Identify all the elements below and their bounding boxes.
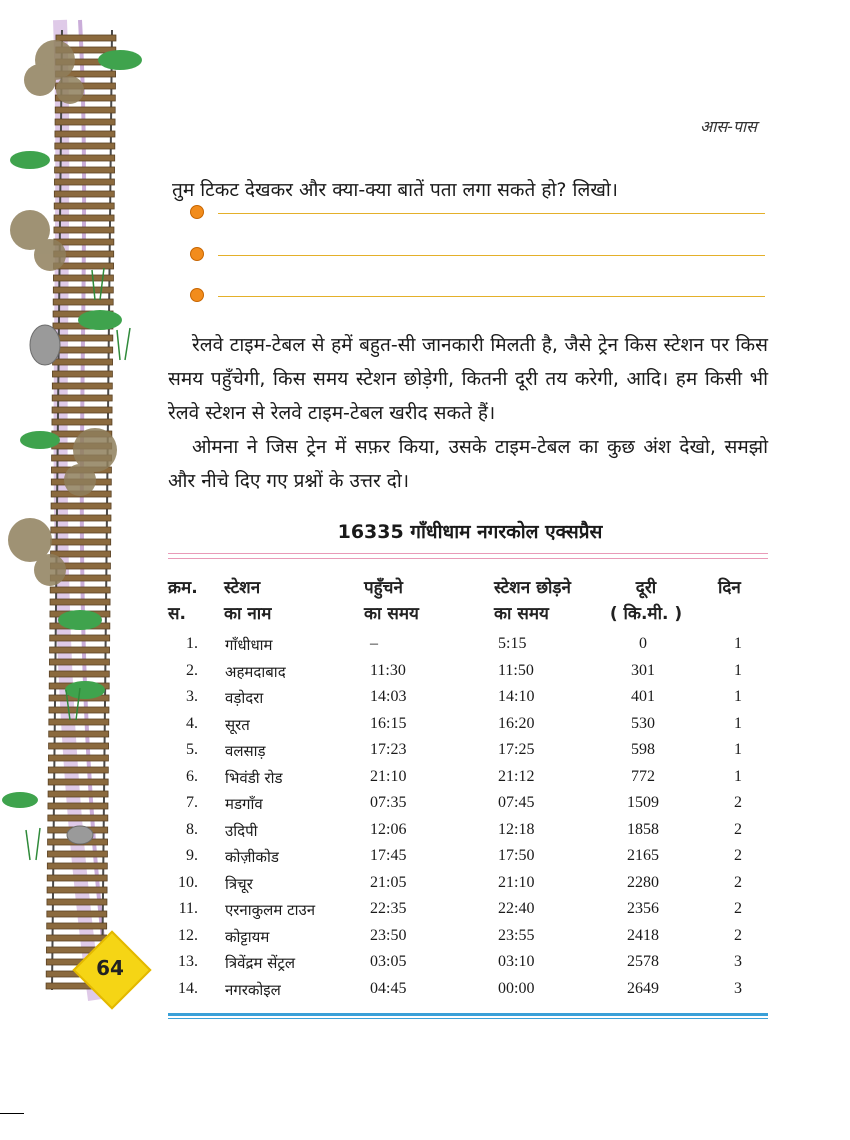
track-sleeper bbox=[52, 383, 112, 389]
table-row bbox=[168, 847, 768, 874]
track-sleeper bbox=[54, 179, 114, 185]
serial-cell: 7. bbox=[186, 794, 198, 811]
day-cell: 1 bbox=[734, 741, 742, 758]
serial-cell: 6. bbox=[186, 767, 198, 785]
header-serial: क्रम. स. bbox=[168, 578, 198, 624]
track-sleeper bbox=[55, 143, 115, 149]
bullet-icon bbox=[190, 205, 204, 219]
track-sleeper bbox=[47, 887, 107, 893]
timetable-rows bbox=[168, 635, 768, 1006]
serial-cell: 12. bbox=[178, 926, 198, 944]
arrival-cell: 21:05 bbox=[370, 873, 407, 891]
distance-cell: 2356 bbox=[627, 900, 659, 917]
departure-cell: 16:20 bbox=[498, 714, 535, 732]
table-bottom-rule bbox=[168, 1013, 768, 1019]
track-sleeper bbox=[54, 203, 114, 209]
station-cell: त्रिचूर bbox=[225, 874, 253, 893]
crop-mark bbox=[0, 1113, 24, 1114]
header-arrival: पहुँचने का समय bbox=[364, 578, 419, 624]
track-sleeper bbox=[52, 419, 112, 425]
arrival-cell: 14:03 bbox=[370, 688, 407, 705]
station-cell: गाँधीधाम bbox=[225, 636, 273, 654]
serial-cell: 11. bbox=[178, 900, 198, 917]
track-sleeper bbox=[50, 587, 110, 593]
serial-cell: 3. bbox=[186, 688, 198, 705]
track-sleeper bbox=[53, 275, 113, 281]
track-sleeper bbox=[49, 707, 109, 713]
departure-cell: 12:18 bbox=[498, 820, 535, 838]
serial-cell: 4. bbox=[186, 714, 198, 732]
track-sleeper bbox=[47, 923, 107, 929]
track-sleeper bbox=[47, 911, 107, 917]
track-sleeper bbox=[55, 167, 115, 173]
station-cell: अहमदाबाद bbox=[225, 662, 286, 681]
station-cell: भिवंडी रोड bbox=[225, 768, 283, 787]
day-cell: 2 bbox=[734, 847, 742, 864]
arrival-cell: 04:45 bbox=[370, 979, 407, 997]
table-row bbox=[168, 874, 768, 901]
answer-line-1[interactable] bbox=[190, 205, 765, 221]
track-sleeper bbox=[47, 863, 107, 869]
track-sleeper bbox=[54, 239, 114, 245]
distance-cell: 2418 bbox=[627, 926, 659, 944]
station-cell: कोज़ीकोड bbox=[225, 848, 279, 866]
station-cell: उदिपी bbox=[225, 821, 258, 840]
distance-cell: 530 bbox=[631, 714, 655, 732]
serial-cell: 9. bbox=[186, 847, 198, 864]
bush-cluster-3-icon bbox=[64, 428, 117, 496]
track-sleeper bbox=[50, 647, 110, 653]
track-sleeper bbox=[48, 755, 108, 761]
day-cell: 2 bbox=[734, 873, 742, 891]
header-station: स्टेशन का नाम bbox=[224, 578, 272, 624]
table-row bbox=[168, 662, 768, 689]
page-number: 64 bbox=[96, 956, 124, 980]
departure-cell: 5:15 bbox=[498, 635, 527, 652]
track-sleeper bbox=[53, 347, 113, 353]
day-cell: 2 bbox=[734, 820, 742, 838]
distance-cell: 772 bbox=[631, 767, 655, 785]
station-cell: वड़ोदरा bbox=[225, 689, 264, 707]
body-text bbox=[168, 328, 768, 498]
track-sleeper bbox=[49, 671, 109, 677]
station-cell: सूरत bbox=[225, 715, 250, 734]
table-row bbox=[168, 768, 768, 795]
track-sleeper bbox=[47, 875, 107, 881]
table-row bbox=[168, 953, 768, 980]
serial-cell: 14. bbox=[178, 979, 198, 997]
question-text: तुम टिकट देखकर और क्या-क्या बातें पता लगा सकते हो? लिखो। bbox=[172, 179, 618, 201]
track-sleeper bbox=[53, 299, 113, 305]
departure-cell: 17:25 bbox=[498, 741, 535, 758]
tree-icon bbox=[2, 50, 142, 808]
departure-cell: 21:12 bbox=[498, 767, 535, 785]
table-row bbox=[168, 688, 768, 715]
track-sleeper bbox=[48, 779, 108, 785]
track-sleeper bbox=[53, 287, 113, 293]
arrival-cell: – bbox=[370, 635, 378, 652]
departure-cell: 03:10 bbox=[498, 953, 535, 970]
table-row bbox=[168, 900, 768, 927]
track-sleeper bbox=[54, 227, 114, 233]
track-sleeper bbox=[51, 527, 111, 533]
track-sleeper bbox=[49, 719, 109, 725]
day-cell: 3 bbox=[734, 953, 742, 970]
table-row bbox=[168, 635, 768, 662]
distance-cell: 1509 bbox=[627, 794, 659, 811]
day-cell: 2 bbox=[734, 900, 742, 917]
track-sleeper bbox=[53, 335, 113, 341]
departure-cell: 07:45 bbox=[498, 794, 535, 811]
arrival-cell: 23:50 bbox=[370, 926, 407, 944]
answer-line-3[interactable] bbox=[190, 288, 765, 304]
table-top-rule bbox=[168, 553, 768, 563]
serial-cell: 10. bbox=[178, 873, 198, 891]
distance-cell: 401 bbox=[631, 688, 655, 705]
track-sleeper bbox=[54, 215, 114, 221]
serial-cell: 1. bbox=[186, 635, 198, 652]
distance-cell: 301 bbox=[631, 661, 655, 679]
track-sleeper bbox=[50, 635, 110, 641]
table-row bbox=[168, 794, 768, 821]
day-cell: 1 bbox=[734, 688, 742, 705]
distance-cell: 1858 bbox=[627, 820, 659, 838]
day-cell: 2 bbox=[734, 794, 742, 811]
table-row bbox=[168, 715, 768, 742]
track-sleeper bbox=[51, 515, 111, 521]
serial-cell: 5. bbox=[186, 741, 198, 758]
arrival-cell: 07:35 bbox=[370, 794, 407, 811]
track-sleeper bbox=[49, 731, 109, 737]
day-cell: 1 bbox=[734, 767, 742, 785]
station-cell: नगरकोइल bbox=[225, 980, 281, 999]
answer-line-2[interactable] bbox=[190, 247, 765, 263]
distance-cell: 2280 bbox=[627, 873, 659, 891]
track-sleeper bbox=[48, 803, 108, 809]
station-cell: वलसाड़ bbox=[225, 742, 266, 760]
serial-cell: 2. bbox=[186, 661, 198, 679]
header-day: दिन bbox=[718, 578, 741, 598]
section-header: आस-पास bbox=[700, 117, 757, 136]
bullet-icon bbox=[190, 247, 204, 261]
arrival-cell: 17:23 bbox=[370, 741, 407, 758]
table-title: 16335 गाँधीधाम नगरकोल एक्सप्रैस bbox=[337, 521, 603, 543]
table-row bbox=[168, 741, 768, 768]
distance-cell: 598 bbox=[631, 741, 655, 758]
departure-cell: 14:10 bbox=[498, 688, 535, 705]
bullet-icon bbox=[190, 288, 204, 302]
page-number-badge bbox=[78, 936, 142, 1000]
distance-cell: 2649 bbox=[627, 979, 659, 997]
track-sleeper bbox=[52, 371, 112, 377]
track-sleeper bbox=[51, 503, 111, 509]
track-sleeper bbox=[51, 539, 111, 545]
track-sleeper bbox=[52, 395, 112, 401]
arrival-cell: 16:15 bbox=[370, 714, 407, 732]
day-cell: 2 bbox=[734, 926, 742, 944]
distance-cell: 2165 bbox=[627, 847, 659, 864]
day-cell: 3 bbox=[734, 979, 742, 997]
track-sleeper bbox=[55, 131, 115, 137]
serial-cell: 8. bbox=[186, 820, 198, 838]
arrival-cell: 17:45 bbox=[370, 847, 407, 864]
arrival-cell: 22:35 bbox=[370, 900, 407, 917]
track-sleeper bbox=[51, 551, 111, 557]
station-cell: मडगाँव bbox=[225, 795, 263, 813]
arrival-cell: 03:05 bbox=[370, 953, 407, 970]
distance-cell: 0 bbox=[639, 635, 647, 652]
track-sleeper bbox=[47, 851, 107, 857]
departure-cell: 17:50 bbox=[498, 847, 535, 864]
track-sleeper bbox=[53, 359, 113, 365]
track-sleeper bbox=[48, 767, 108, 773]
track-sleeper bbox=[55, 155, 115, 161]
departure-cell: 11:50 bbox=[498, 661, 534, 679]
arrival-cell: 11:30 bbox=[370, 661, 406, 679]
track-sleeper bbox=[49, 659, 109, 665]
track-sleeper bbox=[54, 191, 114, 197]
track-sleeper bbox=[56, 35, 116, 41]
day-cell: 1 bbox=[734, 714, 742, 732]
track-sleeper bbox=[55, 119, 115, 125]
serial-cell: 13. bbox=[178, 953, 198, 970]
paragraph-1: रेलवे टाइम-टेबल से हमें बहुत-सी जानकारी मिलती है, जैसे ट्रेन किस स्टेशन पर किस समय पहुँचेगी, किस समय स्टेशन छोड़ेगी, कितनी दूरी तय करेगी, आदि। हम किसी भी रेलवे स्टेशन से रेलवे टाइम-टेबल खरीद सकते हैं। bbox=[168, 334, 768, 424]
station-cell: एरनाकुलम टाउन bbox=[225, 901, 316, 919]
station-cell: त्रिवेंद्रम सेंट्रल bbox=[225, 954, 296, 972]
track-sleeper bbox=[50, 599, 110, 605]
track-sleeper bbox=[49, 743, 109, 749]
track-sleeper bbox=[47, 899, 107, 905]
station-cell: कोट्टायम bbox=[225, 927, 270, 946]
departure-cell: 23:55 bbox=[498, 926, 535, 944]
track-sleeper bbox=[55, 107, 115, 113]
table-row bbox=[168, 980, 768, 1007]
track-sleeper bbox=[52, 407, 112, 413]
departure-cell: 21:10 bbox=[498, 873, 535, 891]
paragraph-2: ओमना ने जिस ट्रेन में सफ़र किया, उसके टाइम-टेबल का कुछ अंश देखो, समझो और नीचे दिए गए प्रश्नों के उत्तर दो। bbox=[168, 436, 768, 492]
header-distance: दूरी ( कि.मी. ) bbox=[609, 578, 683, 624]
day-cell: 1 bbox=[734, 635, 742, 652]
departure-cell: 22:40 bbox=[498, 900, 535, 917]
track-sleeper bbox=[48, 791, 108, 797]
arrival-cell: 21:10 bbox=[370, 767, 407, 785]
distance-cell: 2578 bbox=[627, 953, 659, 970]
departure-cell: 00:00 bbox=[498, 979, 535, 997]
table-row bbox=[168, 821, 768, 848]
arrival-cell: 12:06 bbox=[370, 820, 407, 838]
day-cell: 1 bbox=[734, 661, 742, 679]
header-departure: स्टेशन छोड़ने का समय bbox=[494, 578, 571, 624]
track-sleeper bbox=[48, 815, 108, 821]
table-row bbox=[168, 927, 768, 954]
